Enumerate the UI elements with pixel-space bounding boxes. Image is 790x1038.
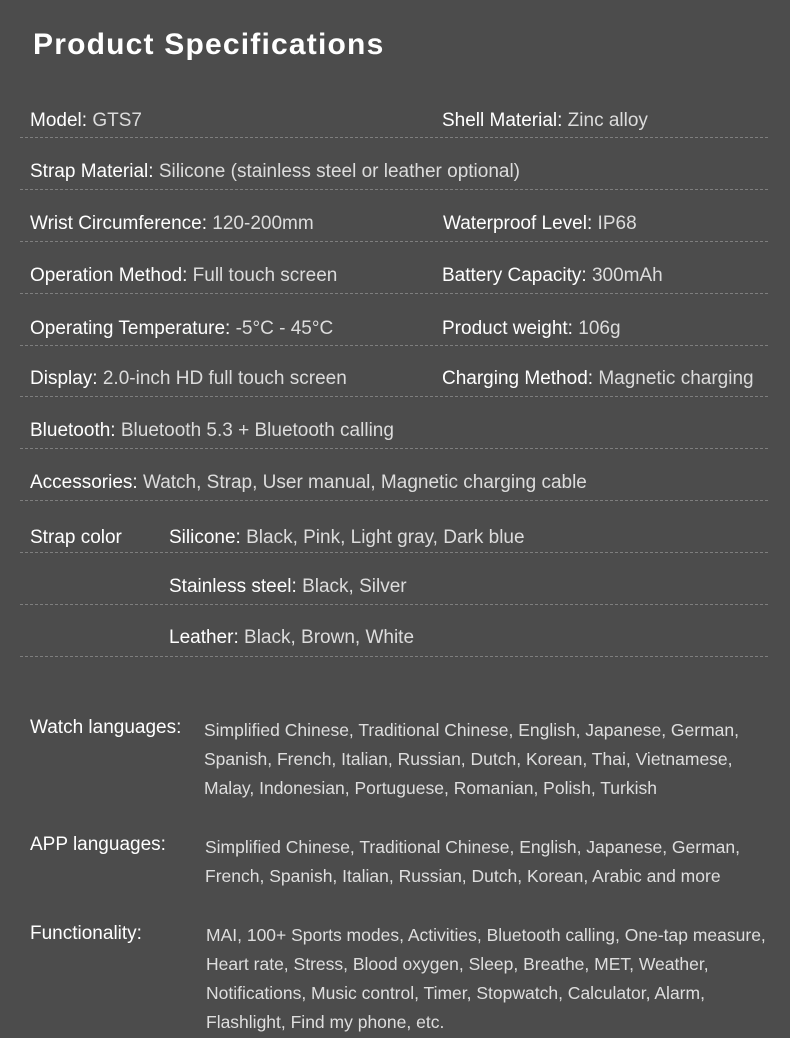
text-line: Simplified Chinese, Traditional Chinese, English, Japanese, German, xyxy=(204,720,740,740)
spec-model xyxy=(30,110,142,132)
spec-charging-method xyxy=(442,368,754,390)
spec-accessories xyxy=(30,472,587,494)
spec-bluetooth xyxy=(30,420,394,442)
strap-color-stainless-steel xyxy=(169,576,407,598)
spec-value: 106g xyxy=(578,318,621,339)
spec-label: Product weight: xyxy=(442,318,573,339)
spec-label: Silicone: xyxy=(169,527,241,548)
spec-label: Accessories: xyxy=(30,472,138,493)
spec-label: Strap Material: xyxy=(30,161,154,182)
spec-waterproof-level xyxy=(443,213,637,235)
watch-languages-text xyxy=(204,716,739,803)
spec-value: Full touch screen xyxy=(192,265,338,286)
strap-color-leather xyxy=(169,627,414,649)
spec-battery-capacity xyxy=(442,265,663,287)
spec-value: Silicone (stainless steel or leather optional) xyxy=(158,161,521,182)
text-line: Flashlight, Find my phone, etc. xyxy=(206,1012,445,1032)
text-line: Malay, Indonesian, Portuguese, Romanian, Polish, Turkish xyxy=(204,778,657,798)
spec-display xyxy=(30,368,347,390)
spec-strap-material xyxy=(30,161,520,183)
spec-value: Black, Silver xyxy=(302,576,407,597)
spec-label: Strap color xyxy=(30,527,122,548)
spec-label: Leather: xyxy=(169,627,239,648)
spec-label: Battery Capacity: xyxy=(442,265,587,286)
spec-value: Bluetooth 5.3 + Bluetooth calling xyxy=(120,420,394,441)
text-line: Simplified Chinese, Traditional Chinese, English, Japanese, German, xyxy=(205,837,741,857)
functionality-label: Functionality: xyxy=(30,923,142,944)
functionality-text xyxy=(206,921,766,1037)
spec-value: -5°C - 45°C xyxy=(235,318,334,339)
spec-operating-temperature xyxy=(30,318,333,340)
spec-label: Bluetooth: xyxy=(30,420,116,441)
spec-product-weight xyxy=(442,318,621,340)
app-languages-text xyxy=(205,833,740,891)
spec-operation-method xyxy=(30,265,337,287)
text-line: Heart rate, Stress, Blood oxygen, Sleep, Breathe, MET, Weather, xyxy=(206,954,709,974)
spec-label: Shell Material: xyxy=(442,110,563,131)
spec-label: Model: xyxy=(30,110,88,131)
text-line: MAI, 100+ Sports modes, Activities, Bluetooth calling, One-tap measure, xyxy=(206,925,766,945)
spec-label: Operation Method: xyxy=(30,265,188,286)
spec-value: IP68 xyxy=(597,213,637,234)
spec-value: 300mAh xyxy=(591,265,663,286)
spec-value: Black, Brown, White xyxy=(244,627,415,648)
spec-value: GTS7 xyxy=(92,110,142,131)
strap-color-silicone xyxy=(169,527,525,549)
spec-label: Operating Temperature: xyxy=(30,318,231,339)
app-languages-label: APP languages: xyxy=(30,834,166,855)
spec-label: Display: xyxy=(30,368,98,389)
spec-label: Charging Method: xyxy=(442,368,594,389)
strap-color-label xyxy=(30,527,122,549)
spec-label: Waterproof Level: xyxy=(443,213,593,234)
page-title: Product Specifications xyxy=(33,28,385,61)
text-line: Notifications, Music control, Timer, Stopwatch, Calculator, Alarm, xyxy=(206,983,705,1003)
spec-value: 2.0-inch HD full touch screen xyxy=(102,368,347,389)
spec-value: Magnetic charging xyxy=(598,368,754,389)
spec-wrist-circumference xyxy=(30,213,314,235)
spec-value: Black, Pink, Light gray, Dark blue xyxy=(246,527,525,548)
spec-value: 120-200mm xyxy=(212,213,314,234)
text-line: French, Spanish, Italian, Russian, Dutch, Korean, Arabic and more xyxy=(205,866,721,886)
spec-value: Watch, Strap, User manual, Magnetic charging cable xyxy=(142,472,587,493)
spec-value: Zinc alloy xyxy=(567,110,648,131)
watch-languages-label: Watch languages: xyxy=(30,717,182,738)
spec-shell-material xyxy=(442,110,648,132)
spec-label: Stainless steel: xyxy=(169,576,297,597)
spec-label: Wrist Circumference: xyxy=(30,213,208,234)
text-line: Spanish, French, Italian, Russian, Dutch, Korean, Thai, Vietnamese, xyxy=(204,749,733,769)
